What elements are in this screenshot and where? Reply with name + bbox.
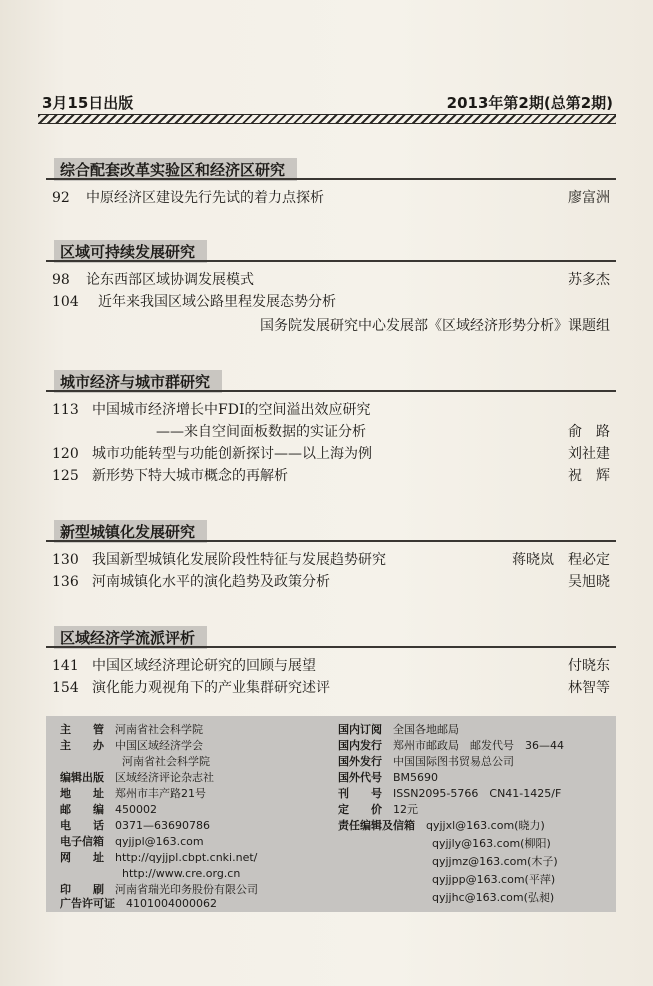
- article-author: 俞 路: [568, 424, 610, 440]
- article-author: 蒋晓岚 程必定: [512, 552, 610, 568]
- page-number: 136: [52, 574, 79, 590]
- page-number: 92: [52, 190, 70, 206]
- section-title: 综合配套改革实验区和经济区研究: [54, 158, 297, 181]
- article-author: 付晓东: [568, 658, 610, 674]
- section-reform-zones: [46, 158, 616, 206]
- info-row: 广告许可证 4101004000062: [60, 897, 217, 910]
- toc-entry[interactable]: [46, 400, 616, 420]
- page-number: 113: [52, 402, 79, 418]
- section-title: 区域经济学流派评析: [54, 626, 207, 649]
- info-row: 国外代号 BM5690: [338, 771, 439, 784]
- section-sustainable: [46, 240, 616, 334]
- section-urban: [46, 370, 616, 484]
- page-number: 120: [52, 446, 79, 462]
- info-row: 刊 号 ISSN2095-5766 CN41-1425/F: [338, 787, 562, 800]
- article-title: 演化能力观视角下的产业集群研究述评: [92, 680, 330, 696]
- article-title: 中原经济区建设先行先试的着力点探析: [86, 190, 324, 206]
- info-row: 河南省社会科学院: [122, 755, 210, 768]
- toc-entry-author-line: [46, 316, 616, 336]
- article-author: 苏多杰: [568, 272, 610, 288]
- article-author: 吴旭晓: [568, 574, 610, 590]
- toc-entry[interactable]: [46, 270, 616, 290]
- publication-info-box: [46, 716, 616, 912]
- decorative-rope-divider: [38, 114, 616, 124]
- page-number: 154: [52, 680, 79, 696]
- article-title: 中国区域经济理论研究的回顾与展望: [92, 658, 316, 674]
- article-author: 祝 辉: [568, 468, 610, 484]
- info-row: qyjjpp@163.com(平萍): [432, 873, 556, 886]
- info-row: 国外发行 中国国际图书贸易总公司: [338, 755, 514, 768]
- article-author: 刘社建: [568, 446, 610, 462]
- article-title: 新形势下特大城市概念的再解析: [92, 468, 288, 484]
- article-title: 近年来我国区域公路里程发展态势分析: [98, 294, 336, 310]
- article-title: 论东西部区域协调发展模式: [86, 272, 254, 288]
- info-row: 邮 编 450002: [60, 803, 157, 816]
- article-author: 林智等: [568, 680, 610, 696]
- toc-entry[interactable]: [46, 678, 616, 698]
- toc-entry-subtitle[interactable]: [46, 422, 616, 442]
- toc-entry[interactable]: [46, 292, 616, 312]
- info-row: 电子信箱 qyjjpl@163.com: [60, 835, 204, 848]
- article-author: 国务院发展研究中心发展部《区域经济形势分析》课题组: [260, 318, 610, 334]
- toc-entry[interactable]: [46, 188, 616, 208]
- info-row: qyjjhc@163.com(弘昶): [432, 891, 555, 904]
- toc-entry[interactable]: [46, 444, 616, 464]
- article-title: 城市功能转型与功能创新探讨——以上海为例: [92, 446, 372, 462]
- page-number: 98: [52, 272, 70, 288]
- page-number: 104: [52, 294, 79, 310]
- toc-entry[interactable]: [46, 656, 616, 676]
- toc-entry[interactable]: [46, 466, 616, 486]
- info-row: 主 办 中国区域经济学会: [60, 739, 203, 752]
- info-row: qyjjmz@163.com(木子): [432, 855, 558, 868]
- info-row: 主 管 河南省社会科学院: [60, 723, 203, 736]
- publish-date: 3月15日出版: [42, 94, 134, 112]
- section-title: 城市经济与城市群研究: [54, 370, 222, 393]
- page-number: 125: [52, 468, 79, 484]
- page-number: 130: [52, 552, 79, 568]
- article-title: 中国城市经济增长中FDI的空间溢出效应研究: [92, 402, 371, 418]
- info-row: 国内订阅 全国各地邮局: [338, 723, 459, 736]
- section-urbanization: [46, 520, 616, 590]
- info-row: 印 刷 河南省瑞光印务股份有限公司: [60, 883, 258, 896]
- info-row: qyjjly@163.com(柳阳): [432, 837, 551, 850]
- info-row: 网 址 http://qyjjpl.cbpt.cnki.net/: [60, 851, 258, 864]
- info-row: http://www.cre.org.cn: [122, 867, 241, 880]
- section-title: 区域可持续发展研究: [54, 240, 207, 263]
- section-schools: [46, 626, 616, 696]
- info-row: 编辑出版 区域经济评论杂志社: [60, 771, 214, 784]
- page-number: 141: [52, 658, 79, 674]
- info-row: 国内发行 郑州市邮政局 邮发代号 36—44: [338, 739, 564, 752]
- info-row: 责任编辑及信箱 qyjjxl@163.com(晓力): [338, 819, 545, 832]
- info-row: 定 价 12元: [338, 803, 418, 816]
- article-author: 廖富洲: [568, 190, 610, 206]
- issue-number: 2013年第2期(总第2期): [446, 94, 613, 112]
- section-title: 新型城镇化发展研究: [54, 520, 207, 543]
- article-title: 我国新型城镇化发展阶段性特征与发展趋势研究: [92, 552, 386, 568]
- info-row: 电 话 0371—63690786: [60, 819, 210, 832]
- article-title: 河南城镇化水平的演化趋势及政策分析: [92, 574, 330, 590]
- toc-entry[interactable]: [46, 550, 616, 570]
- info-row: 地 址 郑州市丰产路21号: [60, 787, 206, 800]
- article-subtitle: ——来自空间面板数据的实证分析: [156, 424, 366, 440]
- toc-entry[interactable]: [46, 572, 616, 592]
